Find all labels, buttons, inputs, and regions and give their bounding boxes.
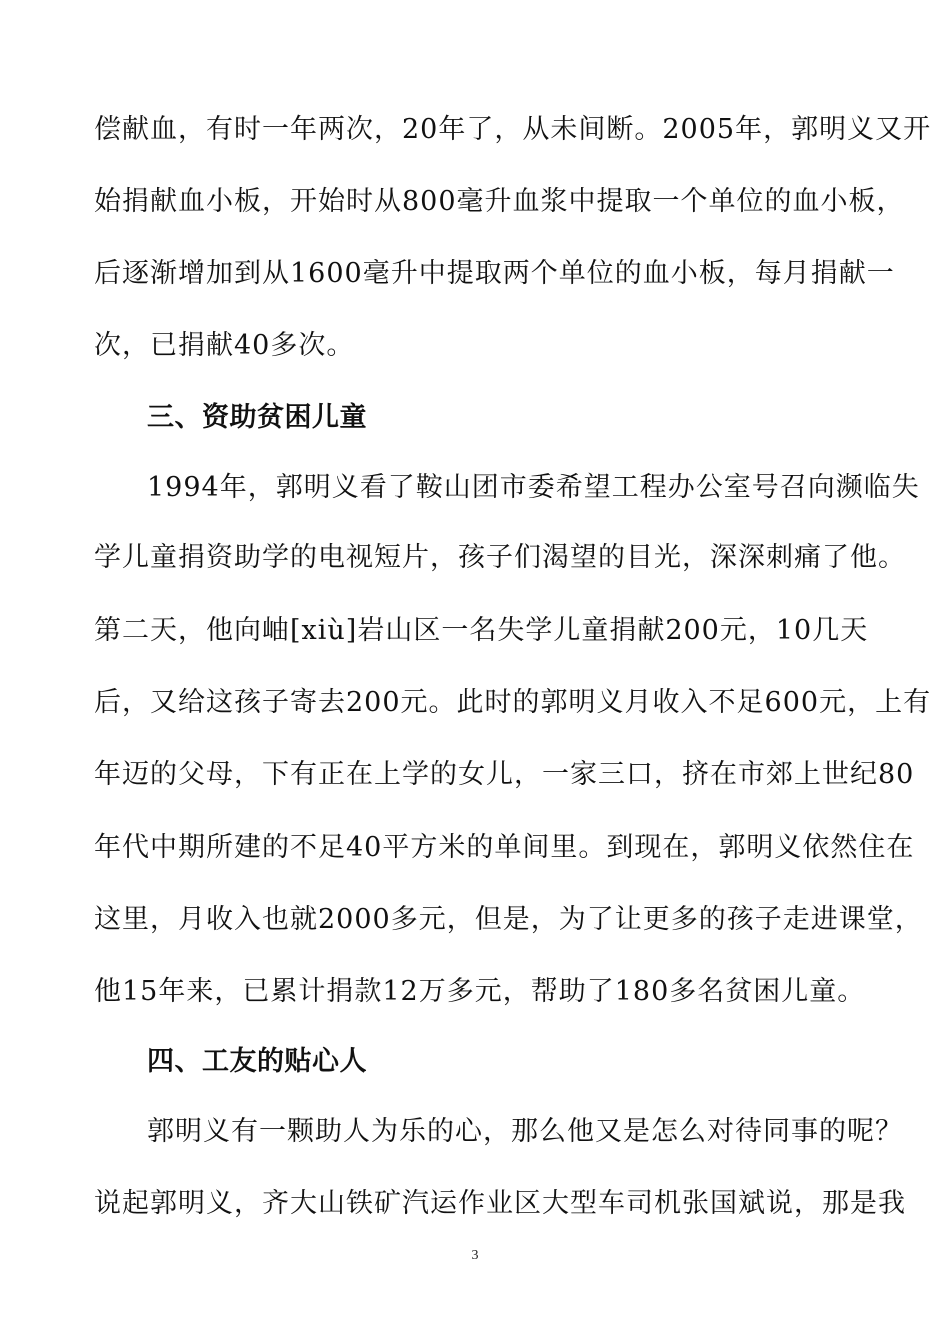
body-text-line: 这里，月收入也就2000多元，但是，为了让更多的孩子走进课堂，: [94, 904, 923, 935]
body-text-line: 偿献血，有时一年两次，20年了，从未间断。2005年，郭明义又开: [94, 114, 932, 145]
body-text-line: 后，又给这孩子寄去200元。此时的郭明义月收入不足600元，上有: [94, 687, 932, 718]
section-heading: 四、工友的贴心人: [147, 1046, 367, 1077]
body-text-line: 始捐献血小板，开始时从800毫升血浆中提取一个单位的血小板，: [94, 186, 905, 217]
paragraph-first-line: 郭明义有一颗助人为乐的心，那么他又是怎么对待同事的呢？: [147, 1116, 903, 1147]
body-text-line: 说起郭明义，齐大山铁矿汽运作业区大型车司机张国斌说，那是我: [94, 1188, 906, 1219]
body-text-line: 年代中期所建的不足40平方米的单间里。到现在，郭明义依然住在: [94, 832, 915, 863]
paragraph-first-line: 1994年，郭明义看了鞍山团市委希望工程办公室号召向濒临失: [147, 472, 920, 503]
body-text-line: 年迈的父母，下有正在上学的女儿，一家三口，挤在市郊上世纪80: [94, 759, 915, 790]
body-text-line: 他15年来，已累计捐款12万多元，帮助了180多名贫困儿童。: [94, 976, 866, 1007]
body-text-line: 次，已捐献40多次。: [94, 330, 355, 361]
page-number: 3: [471, 1248, 479, 1263]
body-text-line: 学儿童捐资助学的电视短片，孩子们渴望的目光，深深刺痛了他。: [94, 542, 906, 573]
body-text-line: 后逐渐增加到从1600毫升中提取两个单位的血小板，每月捐献一: [94, 258, 895, 289]
section-heading: 三、资助贫困儿童: [147, 402, 367, 433]
body-text-line: 第二天，他向岫[xiù]岩山区一名失学儿童捐献200元，10几天: [94, 615, 869, 646]
